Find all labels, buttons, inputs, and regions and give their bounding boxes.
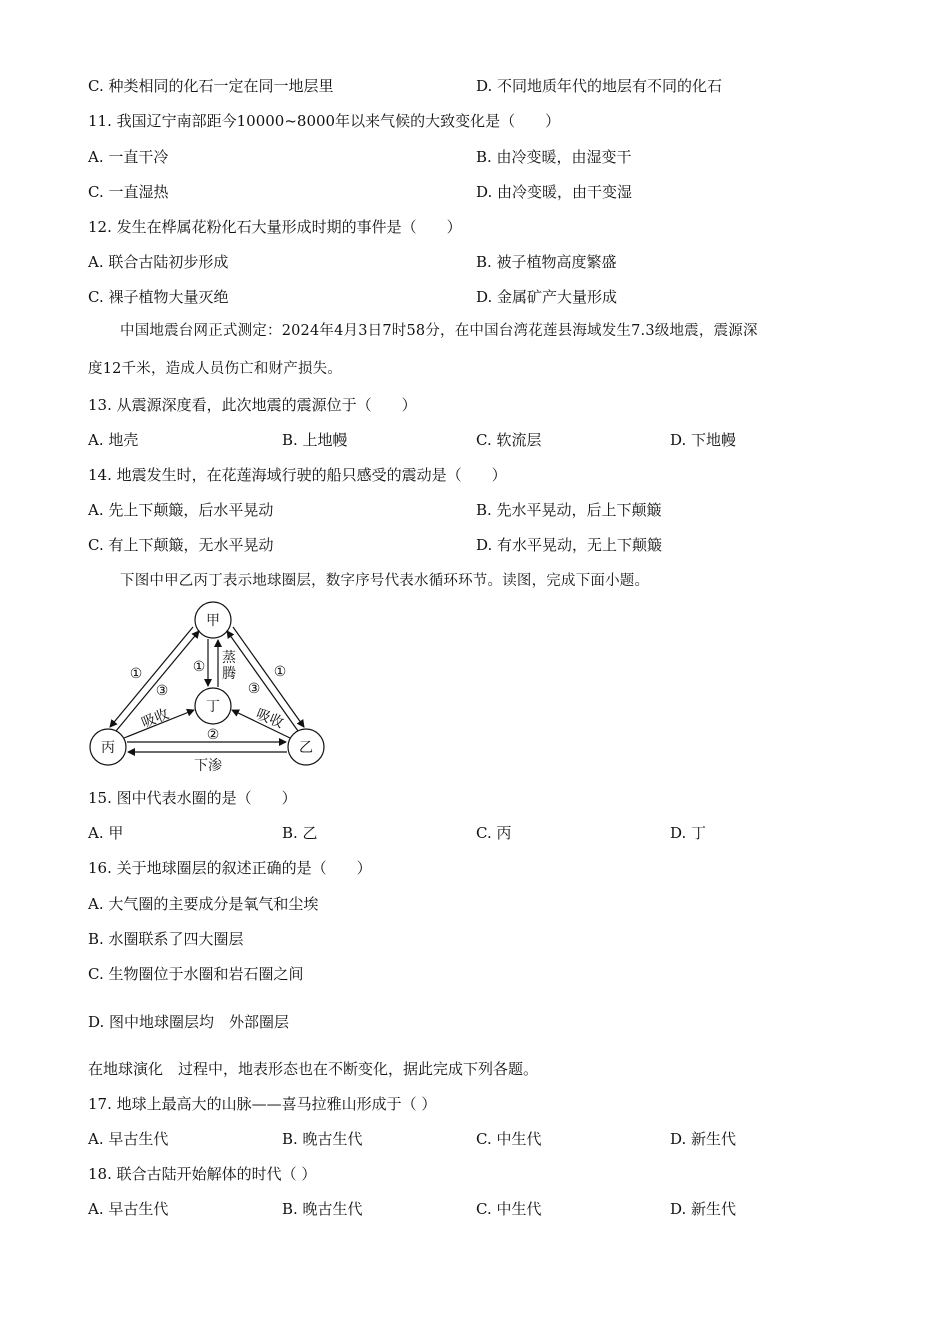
- q17-option-b: B. 晚古生代: [282, 1130, 363, 1148]
- q16-option-c: C. 生物圈位于水圈和岩石圈之间: [88, 965, 304, 983]
- q14-option-a: A. 先上下颠簸，后水平晃动: [88, 501, 274, 519]
- passage-earthquake-line2: 度12千米，造成人员伤亡和财产损失。: [88, 361, 343, 377]
- q12-option-a: A. 联合古陆初步形成: [88, 253, 229, 271]
- q13-option-d: D. 下地幔: [670, 431, 737, 449]
- q12-option-c: C. 裸子植物大量灭绝: [88, 288, 229, 306]
- label-3-left: ③: [155, 683, 169, 699]
- q18-option-b: B. 晚古生代: [282, 1200, 363, 1218]
- q11-option-b: B. 由冷变暖，由湿变干: [476, 148, 632, 166]
- node-yi-label: 乙: [299, 740, 313, 756]
- q16-stem: 16. 关于地球圈层的叙述正确的是（ ）: [88, 859, 372, 877]
- q15-stem: 15. 图中代表水圈的是（ ）: [88, 789, 297, 807]
- q17-stem: 17. 地球上最高大的山脉——喜马拉雅山形成于（ ）: [88, 1095, 437, 1113]
- label-evaporation-2: 腾: [222, 666, 236, 682]
- q12-stem: 12. 发生在桦属花粉化石大量形成时期的事件是（ ）: [88, 218, 462, 236]
- label-3-right: ③: [247, 681, 261, 697]
- q15-option-a: A. 甲: [88, 824, 124, 842]
- q13-option-a: A. 地壳: [88, 431, 139, 449]
- q18-option-c: C. 中生代: [476, 1200, 542, 1218]
- label-absorb-left: 吸收: [139, 706, 172, 732]
- q16-option-d: D. 图中地球圈层均 外部圈层: [88, 1013, 290, 1031]
- q16-option-a: A. 大气圈的主要成分是氧气和尘埃: [88, 895, 319, 913]
- label-1-left: ①: [129, 666, 143, 682]
- q15-option-d: D. 丁: [670, 824, 707, 842]
- q18-option-a: A. 早古生代: [88, 1200, 169, 1218]
- label-seepage: 下渗: [194, 758, 222, 774]
- water-cycle-diagram: [80, 600, 340, 780]
- q10-option-c: C. 种类相同的化石一定在同一地层里: [88, 77, 334, 95]
- q14-stem: 14. 地震发生时，在花莲海域行驶的船只感受的震动是（ ）: [88, 466, 507, 484]
- label-absorb-right: 吸收: [253, 706, 286, 732]
- q18-stem: 18. 联合古陆开始解体的时代（ ）: [88, 1165, 317, 1183]
- q15-option-b: B. 乙: [282, 824, 318, 842]
- q11-option-d: D. 由冷变暖，由干变湿: [476, 183, 633, 201]
- q11-option-a: A. 一直干冷: [88, 148, 169, 166]
- q13-option-c: C. 软流层: [476, 431, 542, 449]
- q14-option-c: C. 有上下颠簸，无水平晃动: [88, 536, 274, 554]
- label-2: ②: [206, 727, 220, 743]
- q14-option-b: B. 先水平晃动，后上下颠簸: [476, 501, 662, 519]
- passage-evolution-intro: 在地球演化 过程中，地表形态也在不断变化，据此完成下列各题。: [88, 1060, 539, 1078]
- passage-earthquake-line1: 中国地震台网正式测定：2024年4月3日7时58分，在中国台湾花莲县海域发生7.3级地震，震源深: [120, 323, 758, 339]
- node-jia-label: 甲: [206, 613, 220, 629]
- q17-option-c: C. 中生代: [476, 1130, 542, 1148]
- label-1-center: ①: [192, 659, 206, 675]
- q13-stem: 13. 从震源深度看，此次地震的震源位于（ ）: [88, 396, 417, 414]
- label-1-right: ①: [273, 664, 287, 680]
- q15-option-c: C. 丙: [476, 824, 512, 842]
- passage-diagram-intro: 下图中甲乙丙丁表示地球圈层，数字序号代表水循环环节。读图，完成下面小题。: [120, 573, 650, 589]
- q14-option-d: D. 有水平晃动，无上下颠簸: [476, 536, 663, 554]
- label-evaporation-1: 蒸: [222, 650, 236, 666]
- q12-option-b: B. 被子植物高度繁盛: [476, 253, 617, 271]
- q17-option-d: D. 新生代: [670, 1130, 737, 1148]
- q11-option-c: C. 一直湿热: [88, 183, 169, 201]
- q10-option-d: D. 不同地质年代的地层有不同的化石: [476, 77, 723, 95]
- q11-stem: 11. 我国辽宁南部距今10000~8000年以来气候的大致变化是（ ）: [88, 112, 561, 130]
- q13-option-b: B. 上地幔: [282, 431, 348, 449]
- q18-option-d: D. 新生代: [670, 1200, 737, 1218]
- node-ding-label: 丁: [206, 699, 220, 715]
- node-bing-label: 丙: [101, 740, 115, 756]
- q17-option-a: A. 早古生代: [88, 1130, 169, 1148]
- q16-option-b: B. 水圈联系了四大圈层: [88, 930, 244, 948]
- q12-option-d: D. 金属矿产大量形成: [476, 288, 618, 306]
